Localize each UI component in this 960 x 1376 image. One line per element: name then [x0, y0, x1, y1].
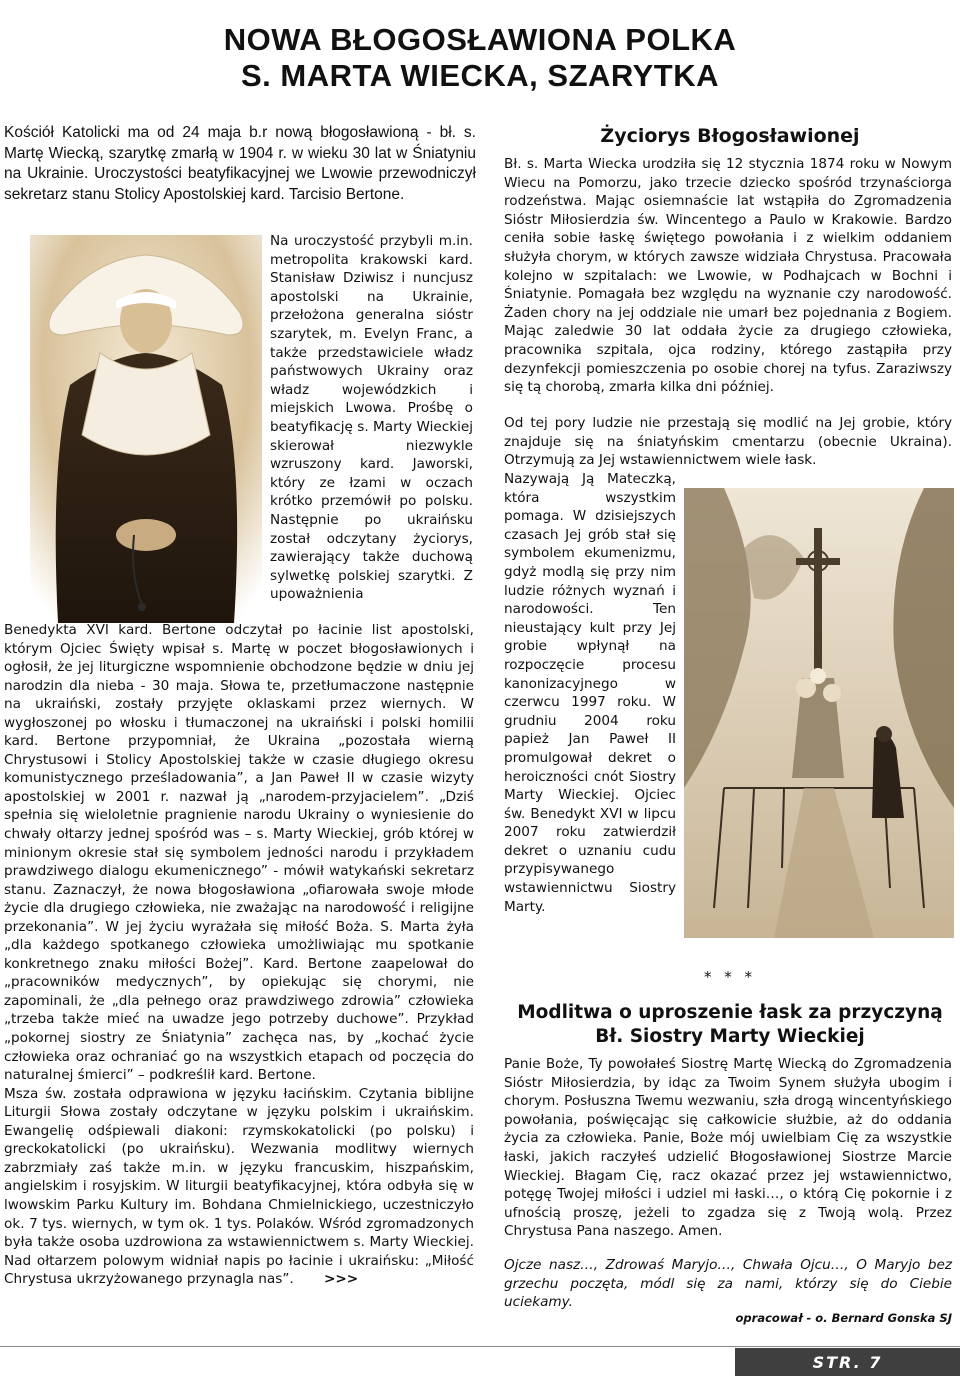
prayer-body: Panie Boże, Ty powołałeś Siostrę Martę Wiecką do Zgromadzenia Sióstr Miłosierdzia, by idąc za Twoim Synem służyła ubogim i chorym. Posłuszna Twemu wezwaniu, szła drogą wincentyńskiego powołania, poświęcając się całkowicie służbie, aż do oddania życia za człowieka. Panie, Boże mój uwielbiam Cię za wszystkie łaski, jakich raczyłeś udzielić Błogosławionej Siostrze Marcie Wieckiej. Błagam Cię, racz okazać przez jej wstawiennictwo, potęgę Twojej miłości i udziel mi łaski…, o którą Cię pokornie i z ufnością proszę, jeżeli to zgadza się z Twoją wolą. Przez Chrystusa Pana naszego. Amen. — [504, 1056, 952, 1240]
beatification-side-text: Na uroczystość przybyli m.in. metropolita krakowski kard. Stanisław Dziwisz i nuncjusz apostolski na Ukrainie, przełożona generalna sióstr szarytek, m. Evelyn Franc, a także przedstawiciele władz państwowych Ukrainy oraz władz wojewódzkich i miejskich Lwowa. Prośbę o beatyfikację s. Marty Wieckiej skierował niezwykle wzruszony kard. Jaworski, który ze łzami w oczach krótko przemówił po polsku. Następnie po ukraińsku został odczytany życiorys, zawierający także duchową sylwetkę polskiej szarytki. Z upoważnienia — [270, 233, 473, 603]
prayer-title — [504, 1001, 956, 1049]
section-separator: * * * — [703, 968, 757, 986]
biography-paragraph-2: Od tej pory ludzie nie przestają się modlić na Jej grobie, który znajduje się na śniatyńskim cmentarzu (obecnie Ukraina). Otrzymują za Jej wstawiennictwem wiele łask. — [504, 415, 952, 469]
page-number-box — [735, 1348, 960, 1376]
title-line-2: S. MARTA WIECKA, SZARYTKA — [240, 58, 720, 93]
page-title — [0, 22, 960, 94]
biography-paragraph-1: Bł. s. Marta Wiecka urodziła się 12 stycznia 1874 roku w Nowym Wiecu na Pomorzu, jako trzecie dziecko spośród trzynaściorga rodzeństwa. Mając osiemnaście lat wstąpiła do Zgromadzenia Sióstr Miłosierdzia św. Wincentego a Paulo w Krakowie. Bardzo ceniła sobie łaskę świętego powołania i z wielkim oddaniem służyła chorym, w których zawsze widziała Chrystusa. Pracowała kolejno w szpitalach: we Lwowie, w Podhajcach w Bochni i Śniatynie. Pomagała bez względu na wyznanie czy narodowość. Żaden chory na jej oddziale nie umarł bez pojednania z Bogiem. Mając zaledwie 30 lat oddała życie za drugiego człowieka, pracownika szpitala, ojca rodziny, którego zastąpiła przy dezynfekcji pomieszczenia po osobie chorej na tyfus. Zaraziwszy się tą chorobą, zmarła kilka dni później. — [504, 156, 952, 396]
title-line-1: NOWA BŁOGOSŁAWIONA POLKA — [223, 22, 737, 57]
biography-paragraph-3: Nazywają Ją Mateczką, która wszystkim pomaga. W dzisiejszych czasach Jej grób stał się symbolem ekumenizmu, gdyż modlą się przy nim ludzie różnych wyznań i narodowości. Ten nieustający kult przy Jej grobie wpłynął na rozpoczęcie procesu kanonizacyjnego w czerwcu 1997 roku. W grudniu 2004 roku papież Jan Paweł II promulgował dekret o heroiczności cnót Siostry Marty Wieckiej. Ojciec św. Benedykt XVI w lipcu 2007 roku zatwierdził dekret o uznaniu cudu przypisywanego wstawiennictwu Siostry Marty. — [504, 471, 676, 915]
biography-title: Życiorys Błogosławionej — [600, 125, 860, 147]
prayer-title-line-2: Bł. Siostry Marty Wieckiej — [595, 1026, 865, 1047]
prayer-title-line-1: Modlitwa o uproszenie łask za przyczyną — [517, 1002, 943, 1023]
continue-arrows: >>> — [323, 1271, 359, 1288]
article-paragraph-1: Benedykta XVI kard. Bertone odczytał po łacinie list apostolski, którym Ojciec Święty wpisał s. Martę w poczet błogosławionych i ogłosił, że jej liturgiczne wspomnienie obchodzone będzie w dniu jej narodzin dla nieba - 30 maja. Słowa te, przetłumaczone następnie na ukraiński, zostały przyjęte oklaskami przez wiernych. W wygłoszonej po włosku i tłumaczonej na ukraiński i polski homilii kard. Bertone przypomniał, że Ukraina „pozostała wierną Chrystusowi i Stolicy Apostolskiej także w czasie długiego okresu komunistycznego prześladowania”, a Jan Paweł II w czasie wizyty apostolskiej w 2001 r. nazwał ją „narodem-przyjacielem”. „Dziś spełnia się wieloletnie pragnienie narodu Ukrainy o wyniesienie do chwały ołtarzy jednej spośród was – s. Marty Wieckiej, grób której w minionym okresie stał się symbolem jedności narodu i przykładem prawdziwego dialogu ekumenicznego” - mówił watykański sekretarz stanu. Zaznaczył, że nowa błogosławiona „ofiarowała swoje młode życie dla drugiego człowieka, nie zważając na narodowość i religijne przekonania”. W jej życiu wyrażała się miłość Boża. S. Marta żyła „dla każdego spotkanego człowieka umożliwiając mu spotkanie konkretnego znaku miłości Bożej”. Kard. Bertone zaapelował do „pracowników medycznych”, by opiekując się chorymi, nie zapominali, że „dla pełnego oraz prawdziwego zdrowia” człowieka „trzeba także mieć na uwadze jego potrzeby duchowe”. Przykład „pokornej siostry ze Śniatynia” zachęca nas, by „kochać życie człowieka oraz ochraniać go na wszystkich etapach od poczęcia do naturalnej śmierci” – podkreślił kard. Bertone. — [4, 622, 474, 1084]
article-paragraph-2-text: Msza św. została odprawiona w języku łacińskim. Czytania biblijne Liturgii Słowa zostały odczytane w języku polskim i ukraińskim. Ewangelię odśpiewali diakoni: rzymskokatolicki (po polsku) i greckokatolicki (po ukraińsku). Wezwania modlitwy wiernych zabrzmiały zaś także m.in. w języku francuskim, hiszpańskim, angielskim i rosyjskim. W liturgii beatyfikacyjnej, która odbyła się w lwowskim Parku Kultury im. Bohdana Chmielnickiego, uczestniczyło ok. 7 tys. wiernych, w tym ok. 1 tys. Polaków. Wśród zgromadzonych była także osoba uzdrowiona za wstawiennictwem s. Marty Wieckiej. Nad ołtarzem polowym widniał napis po łacinie i ukraińsku: „Miłość Chrystusa ukrzyżowanego przynagla nas”. — [4, 1085, 474, 1288]
article-paragraph-2 — [4, 1085, 474, 1289]
beatification-article — [4, 621, 474, 1289]
page-number: STR. 7 — [812, 1352, 883, 1372]
prayer-closing: Ojcze nasz…, Zdrowaś Maryjo…, Chwała Ojcu…, O Maryjo bez grzechu poczęta, módl się za nami, którzy się do Ciebie uciekamy. — [504, 1257, 952, 1311]
nun-portrait-image — [30, 235, 262, 623]
intro-paragraph: Kościół Katolicki ma od 24 maja b.r nową błogosławioną - bł. s. Martę Wiecką, szarytkę zmarłą w 1904 r. w wieku 30 lat w Śniatyniu na Ukrainie. Uroczystości beatyfikacyjnej we Lwowie przewodniczył sekretarz stanu Stolicy Apostolskiej kard. Tarcisio Bertone. — [4, 124, 476, 203]
grave-cross-image — [684, 488, 954, 938]
author-signature: opracował - o. Bernard Gonska SJ — [735, 1311, 952, 1325]
footer-divider — [0, 1346, 960, 1347]
